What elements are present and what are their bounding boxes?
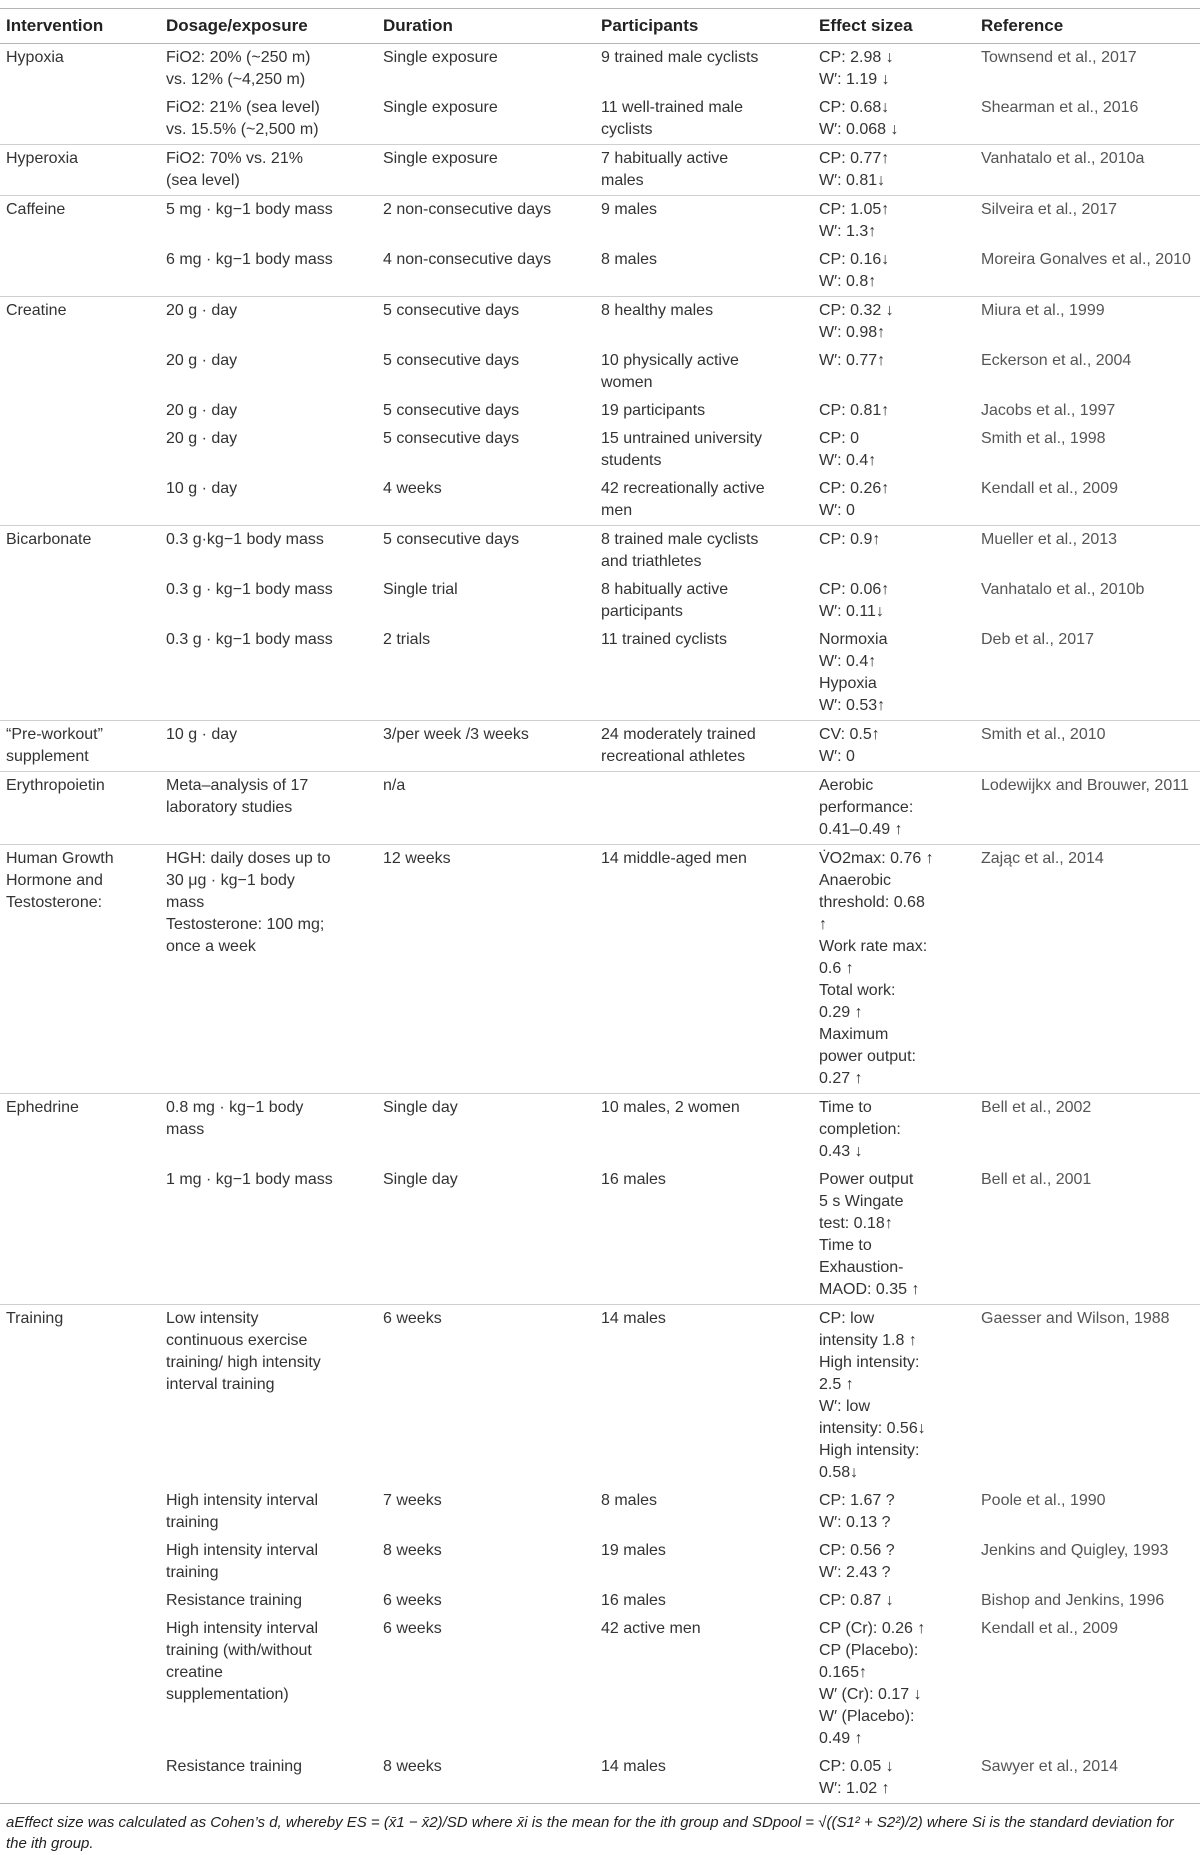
- cell-effect-size: Normoxia W′: 0.4↑ Hypoxia W′: 0.53↑: [819, 631, 888, 714]
- cell-intervention: [0, 1487, 160, 1537]
- data-table: [0, 8, 1200, 1804]
- table-row: [0, 297, 1200, 348]
- cell-reference: Moreira Gonalves et al., 2010: [981, 251, 1191, 268]
- cell-intervention: [0, 397, 160, 425]
- table-body: [0, 44, 1200, 1804]
- cell-participants: 42 active men: [601, 1620, 701, 1637]
- cell-participants: 14 middle-aged men: [595, 845, 813, 1094]
- cell-duration: 6 weeks: [383, 1592, 442, 1609]
- cell-participants: 14 males: [595, 1305, 813, 1488]
- cell-participants: 14 males: [595, 1753, 813, 1804]
- cell-effect-size: Power output 5 s Wingate test: 0.18↑ Time to Exhaustion- MAOD: 0.35 ↑: [819, 1171, 920, 1298]
- cell-duration: 12 weeks: [377, 845, 595, 1094]
- cell-participants: 9 trained male cyclists: [601, 49, 759, 66]
- table-row: [0, 1166, 1200, 1305]
- cell-intervention: [0, 425, 160, 475]
- cell-intervention: [0, 1537, 160, 1587]
- cell-reference: Sawyer et al., 2014: [975, 1753, 1200, 1804]
- cell-duration: Single day: [383, 1171, 458, 1188]
- cell-dosage: Meta–analysis of 17 laboratory studies: [160, 772, 377, 845]
- cell-duration: 2 non-consecutive days: [377, 196, 595, 247]
- table-row: [0, 1587, 1200, 1615]
- cell-duration: 2 trials: [383, 631, 431, 648]
- table-row: [0, 44, 1200, 95]
- cell-intervention: Erythropoietin: [0, 772, 160, 845]
- cell-duration: 3/per week /3 weeks: [377, 721, 595, 772]
- cell-dosage: Resistance training: [160, 1753, 377, 1804]
- cell-duration: 8 weeks: [377, 1753, 595, 1804]
- cell-duration: 5 consecutive days: [377, 297, 595, 348]
- cell-participants: 16 males: [601, 1592, 666, 1609]
- cell-effect-size: CP: 1.05↑ W′: 1.3↑: [813, 196, 975, 247]
- cell-duration: 5 consecutive days: [383, 352, 520, 369]
- cell-effect-size: CP: 0.05 ↓ W′: 1.02 ↑: [813, 1753, 975, 1804]
- cell-effect-size: CP: low intensity 1.8 ↑ High intensity: 2.5 ↑ W′: low intensity: 0.56↓ High intensity: 0.58↓: [813, 1305, 975, 1488]
- cell-intervention: [0, 246, 160, 297]
- cell-intervention: Training: [0, 1305, 160, 1488]
- cell-reference: Smith et al., 1998: [981, 430, 1106, 447]
- cell-dosage: 0.8 mg · kg−1 body mass: [160, 1094, 377, 1167]
- cell-duration: 4 non-consecutive days: [383, 251, 552, 268]
- cell-intervention: Bicarbonate: [0, 526, 160, 577]
- cell-intervention: Hyperoxia: [0, 145, 160, 196]
- table-row: [0, 576, 1200, 626]
- cell-effect-size: V̇O2max: 0.76 ↑ Anaerobic threshold: 0.68 ↑ Work rate max: 0.6 ↑ Total work: 0.29 ↑ Maximum power output: 0.27 ↑: [813, 845, 975, 1094]
- cell-dosage: 10 g · day: [160, 721, 377, 772]
- cell-effect-size: W′: 0.77↑: [819, 352, 886, 369]
- header-participants: Participants: [595, 9, 813, 44]
- table-row: [0, 246, 1200, 297]
- header-duration: Duration: [377, 9, 595, 44]
- cell-participants: 15 untrained university students: [601, 430, 762, 469]
- cell-intervention: [0, 94, 160, 145]
- cell-duration: Single exposure: [383, 99, 498, 116]
- cell-dosage: 20 g · day: [166, 352, 238, 369]
- cell-effect-size: CP: 0.9↑: [813, 526, 975, 577]
- cell-participants: 19 participants: [601, 402, 706, 419]
- cell-intervention: [0, 626, 160, 721]
- cell-dosage: 0.3 g·kg−1 body mass: [160, 526, 377, 577]
- cell-effect-size: Aerobic performance: 0.41–0.49 ↑: [813, 772, 975, 845]
- cell-participants: 8 males: [601, 251, 658, 268]
- table-row: [0, 526, 1200, 577]
- cell-reference: Jenkins and Quigley, 1993: [981, 1542, 1169, 1559]
- header-dosage: Dosage/exposure: [160, 9, 377, 44]
- cell-participants: 8 habitually active participants: [601, 581, 729, 620]
- cell-participants: 19 males: [601, 1542, 666, 1559]
- cell-dosage: FiO2: 21% (sea level) vs. 15.5% (~2,500 m): [166, 99, 320, 138]
- cell-reference: Deb et al., 2017: [981, 631, 1094, 648]
- cell-dosage: High intensity interval training: [166, 1542, 319, 1581]
- cell-effect-size: CP: 0.32 ↓ W′: 0.98↑: [813, 297, 975, 348]
- cell-dosage: Low intensity continuous exercise training/ high intensity interval training: [160, 1305, 377, 1488]
- table-row: [0, 721, 1200, 772]
- cell-dosage: Resistance training: [166, 1592, 303, 1609]
- cell-participants: 8 healthy males: [595, 297, 813, 348]
- cell-effect-size: CP: 0.26↑ W′: 0: [819, 480, 890, 519]
- cell-effect-size: CP: 0.56 ? W′: 2.43 ?: [819, 1542, 895, 1581]
- cell-effect-size: CP: 0 W′: 0.4↑: [819, 430, 877, 469]
- table-header: [0, 9, 1200, 44]
- cell-dosage: High intensity interval training: [166, 1492, 319, 1531]
- cell-reference: Eckerson et al., 2004: [981, 352, 1132, 369]
- cell-duration: 6 weeks: [383, 1620, 442, 1637]
- cell-dosage: 0.3 g · kg−1 body mass: [166, 631, 333, 648]
- cell-reference: Bell et al., 2002: [975, 1094, 1200, 1167]
- cell-reference: Kendall et al., 2009: [981, 480, 1118, 497]
- cell-intervention: [0, 1587, 160, 1615]
- cell-effect-size: CP: 2.98 ↓ W′: 1.19 ↓: [819, 49, 894, 88]
- cell-reference: Gaesser and Wilson, 1988: [975, 1305, 1200, 1488]
- header-intervention: Intervention: [0, 9, 160, 44]
- cell-participants: 8 males: [601, 1492, 658, 1509]
- cell-dosage: 20 g · day: [166, 402, 238, 419]
- cell-dosage: 6 mg · kg−1 body mass: [166, 251, 333, 268]
- header-effect-size: Effect sizea: [813, 9, 975, 44]
- table-row: [0, 1305, 1200, 1488]
- table-row: [0, 145, 1200, 196]
- table-row: [0, 845, 1200, 1094]
- cell-participants: 10 physically active women: [601, 352, 739, 391]
- cell-dosage: 1 mg · kg−1 body mass: [166, 1171, 333, 1188]
- cell-intervention: [0, 475, 160, 526]
- cell-intervention: Creatine: [0, 297, 160, 348]
- table-row: [0, 1094, 1200, 1167]
- table-row: [0, 772, 1200, 845]
- cell-intervention: [0, 1753, 160, 1804]
- table-row: [0, 94, 1200, 145]
- cell-intervention: Caffeine: [0, 196, 160, 247]
- cell-reference: Shearman et al., 2016: [981, 99, 1139, 116]
- cell-duration: 6 weeks: [377, 1305, 595, 1488]
- cell-duration: 5 consecutive days: [383, 430, 520, 447]
- cell-participants: 16 males: [601, 1171, 666, 1188]
- cell-reference: Bishop and Jenkins, 1996: [981, 1592, 1165, 1609]
- cell-dosage: FiO2: 20% (~250 m) vs. 12% (~4,250 m): [166, 49, 311, 88]
- cell-dosage: 10 g · day: [166, 480, 238, 497]
- cell-participants: 7 habitually active males: [595, 145, 813, 196]
- cell-reference: Kendall et al., 2009: [981, 1620, 1118, 1637]
- cell-participants: 9 males: [595, 196, 813, 247]
- cell-effect-size: CP: 0.68↓ W′: 0.068 ↓: [819, 99, 899, 138]
- cell-reference: Vanhatalo et al., 2010a: [975, 145, 1200, 196]
- cell-duration: Single trial: [383, 581, 458, 598]
- cell-duration: n/a: [377, 772, 595, 845]
- table-row: [0, 626, 1200, 721]
- cell-dosage: 5 mg · kg−1 body mass: [160, 196, 377, 247]
- cell-reference: Silveira et al., 2017: [975, 196, 1200, 247]
- cell-participants: [595, 772, 813, 845]
- table-row: [0, 475, 1200, 526]
- cell-intervention: [0, 1615, 160, 1753]
- cell-effect-size: CP: 0.06↑ W′: 0.11↓: [819, 581, 890, 620]
- cell-effect-size: CP: 0.16↓ W′: 0.8↑: [819, 251, 890, 290]
- cell-reference: Smith et al., 2010: [975, 721, 1200, 772]
- cell-effect-size: CV: 0.5↑ W′: 0: [813, 721, 975, 772]
- cell-dosage: 20 g · day: [160, 297, 377, 348]
- cell-participants: 10 males, 2 women: [595, 1094, 813, 1167]
- table-footnote: aEffect size was calculated as Cohen’s d, whereby ES = (x̄1 − x̄2)/SD where x̄i is the mean for the ith group and SDpool = √((S1² + S2²)/2) where Si is the standard deviation for the ith group.: [6, 1814, 1174, 1852]
- table-row: [0, 397, 1200, 425]
- cell-effect-size: CP: 0.87 ↓: [819, 1592, 894, 1609]
- cell-reference: Bell et al., 2001: [981, 1171, 1092, 1188]
- table-row: [0, 1537, 1200, 1587]
- cell-intervention: [0, 347, 160, 397]
- cell-duration: Single exposure: [377, 145, 595, 196]
- cell-intervention: Ephedrine: [0, 1094, 160, 1167]
- cell-dosage: HGH: daily doses up to 30 μg · kg−1 body mass Testosterone: 100 mg; once a week: [160, 845, 377, 1094]
- cell-effect-size: CP: 0.77↑ W′: 0.81↓: [813, 145, 975, 196]
- cell-duration: 5 consecutive days: [377, 526, 595, 577]
- cell-effect-size: CP: 1.67 ? W′: 0.13 ?: [819, 1492, 895, 1531]
- cell-duration: 5 consecutive days: [383, 402, 520, 419]
- cell-participants: 42 recreationally active men: [601, 480, 765, 519]
- cell-duration: Single day: [377, 1094, 595, 1167]
- header-reference: Reference: [975, 9, 1200, 44]
- cell-dosage: FiO2: 70% vs. 21% (sea level): [160, 145, 377, 196]
- table-row: [0, 1615, 1200, 1753]
- cell-participants: 24 moderately trained recreational athletes: [595, 721, 813, 772]
- cell-effect-size: Time to completion: 0.43 ↓: [813, 1094, 975, 1167]
- header-row: [0, 9, 1200, 44]
- cell-reference: Poole et al., 1990: [981, 1492, 1106, 1509]
- cell-participants: 11 well-trained male cyclists: [601, 99, 743, 138]
- cell-reference: Mueller et al., 2013: [975, 526, 1200, 577]
- cell-reference: Jacobs et al., 1997: [981, 402, 1116, 419]
- table-row: [0, 196, 1200, 247]
- table-row: [0, 1487, 1200, 1537]
- cell-reference: Vanhatalo et al., 2010b: [981, 581, 1145, 598]
- cell-duration: 7 weeks: [383, 1492, 442, 1509]
- cell-duration: 8 weeks: [383, 1542, 442, 1559]
- cell-participants: 11 trained cyclists: [601, 631, 727, 648]
- cell-participants: 8 trained male cyclists and triathletes: [595, 526, 813, 577]
- table-row: [0, 425, 1200, 475]
- cell-dosage: 20 g · day: [166, 430, 238, 447]
- cell-effect-size: CP: 0.81↑: [819, 402, 890, 419]
- cell-reference: Zając et al., 2014: [975, 845, 1200, 1094]
- cell-intervention: [0, 576, 160, 626]
- cell-reference: Miura et al., 1999: [975, 297, 1200, 348]
- table-row: [0, 347, 1200, 397]
- cell-effect-size: CP (Cr): 0.26 ↑ CP (Placebo): 0.165↑ W′ (Cr): 0.17 ↓ W′ (Placebo): 0.49 ↑: [819, 1620, 926, 1747]
- cell-reference: Townsend et al., 2017: [981, 49, 1137, 66]
- cell-intervention: Human Growth Hormone and Testosterone:: [0, 845, 160, 1094]
- cell-duration: Single exposure: [383, 49, 498, 66]
- cell-dosage: High intensity interval training (with/without creatine supplementation): [166, 1620, 319, 1703]
- cell-intervention: “Pre-workout” supplement: [0, 721, 160, 772]
- cell-intervention: Hypoxia: [6, 49, 64, 66]
- table-row: [0, 1753, 1200, 1804]
- cell-intervention: [0, 1166, 160, 1305]
- cell-duration: 4 weeks: [383, 480, 442, 497]
- cell-dosage: 0.3 g · kg−1 body mass: [166, 581, 333, 598]
- cell-reference: Lodewijkx and Brouwer, 2011: [975, 772, 1200, 845]
